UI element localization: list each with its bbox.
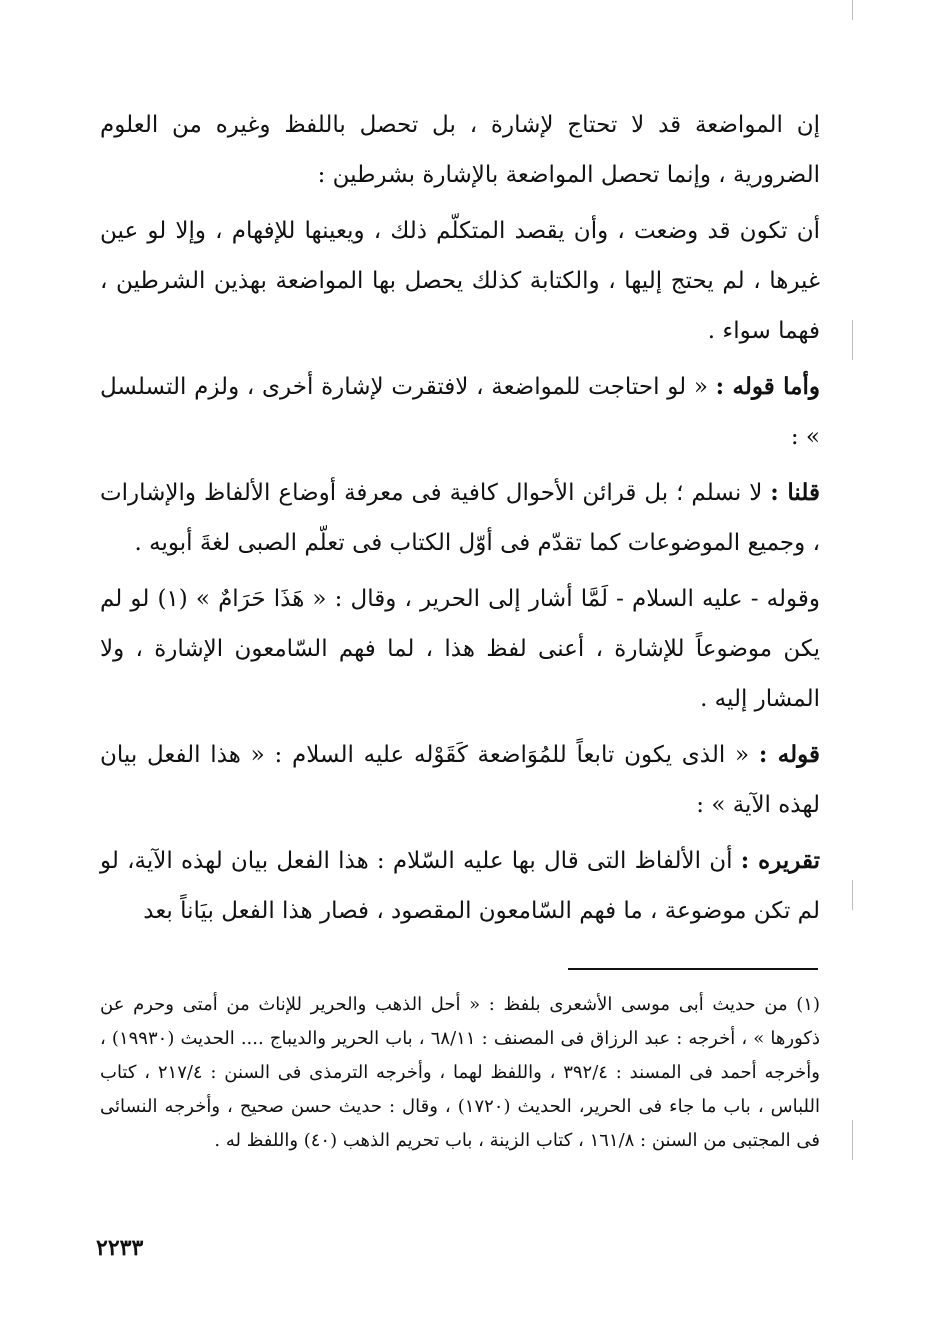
footnote-separator bbox=[568, 968, 818, 970]
paragraph-lead: وأما قوله : bbox=[715, 373, 820, 400]
main-text bbox=[100, 100, 820, 942]
paragraph bbox=[100, 100, 820, 200]
footnote: (١) من حديث أبى موسى الأشعرى بلفظ : « أحل الذهب والحرير للإناث من أمتى وحرم عن ذكورها » ، أخرجه : عبد الرزاق فى المصنف : ٦٨/١١ ، باب الحرير والديباج .... الحديث (١٩٩٣٠) ، وأخرجه أحمد فى المسند : ٣٩٢/٤ ، واللفظ لهما ، وأخرجه الترمذى فى السنن : ٢١٧/٤ ، كتاب اللباس ، باب ما جاء فى الحرير، الحديث (١٧٢٠) ، وقال : حديث حسن صحيح ، وأخرجه النسائى فى المجتبى من السنن : ١٦١/٨ ، كتاب الزينة ، باب تحريم الذهب (٤٠) واللفظ له . bbox=[100, 994, 820, 1151]
paragraph bbox=[100, 574, 820, 724]
paragraph-text: « الذى يكون تابعاً للمُوَاضعة كَقَوْله عليه السلام : « هذا الفعل بيان لهذه الآية » : bbox=[100, 742, 820, 818]
scan-margin-line bbox=[852, 320, 853, 360]
paragraph-text: أن تكون قد وضعت ، وأن يقصد المتكلّم ذلك ، ويعينها للإفهام ، وإلا لو عين غيرها ، لم يحتج إليها ، والكتابة كذلك يحصل بها المواضعة بهذين الشرطين ، فهما سواء . bbox=[100, 218, 821, 344]
paragraph-lead: قوله : bbox=[758, 741, 820, 768]
scan-margin-line bbox=[852, 880, 853, 910]
paragraph-text: وقوله - عليه السلام - لَمَّا أشار إلى الحرير ، وقال : « هَذَا حَرَامٌ » (١) لو لم يكن موضوعاً للإشارة ، أعنى لفظ هذا ، لما فهم السّامعون الإشارة ، ولا المشار إليه . bbox=[100, 586, 820, 712]
paragraph-text: إن المواضعة قد لا تحتاج لإشارة ، بل تحصل باللفظ وغيره من العلوم الضرورية ، وإنما تحصل المواضعة بالإشارة بشرطين : bbox=[100, 112, 820, 188]
paragraph-text: « لو احتاجت للمواضعة ، لافتقرت لإشارة أخرى ، ولزم التسلسل » : bbox=[100, 374, 820, 450]
paragraph bbox=[100, 730, 820, 830]
paragraph-lead: قلنا : bbox=[770, 479, 820, 506]
paragraph-text: لا نسلم ؛ بل قرائن الأحوال كافية فى معرفة أوضاع الألفاظ والإشارات ، وجميع الموضوعات كما تقدّم فى أوّل الكتاب فى تعلّم الصبى لغةَ أبويه . bbox=[100, 480, 820, 556]
scan-margin-line bbox=[852, 0, 853, 20]
paragraph bbox=[100, 362, 820, 462]
page-number: ٢٢٣٣ bbox=[96, 1235, 144, 1261]
paragraph-lead: تقريره : bbox=[740, 847, 820, 874]
footnotes bbox=[100, 988, 820, 1158]
scan-margin-line bbox=[852, 1120, 853, 1160]
paragraph bbox=[100, 206, 820, 356]
paragraph bbox=[100, 836, 820, 936]
paragraph bbox=[100, 468, 820, 568]
paragraph-text: أن الألفاظ التى قال بها عليه السّلام : هذا الفعل بيان لهذه الآية، لو لم تكن موضوعة ، ما فهم السّامعون المقصود ، فصار هذا الفعل بيَاناً بعد bbox=[100, 848, 820, 924]
